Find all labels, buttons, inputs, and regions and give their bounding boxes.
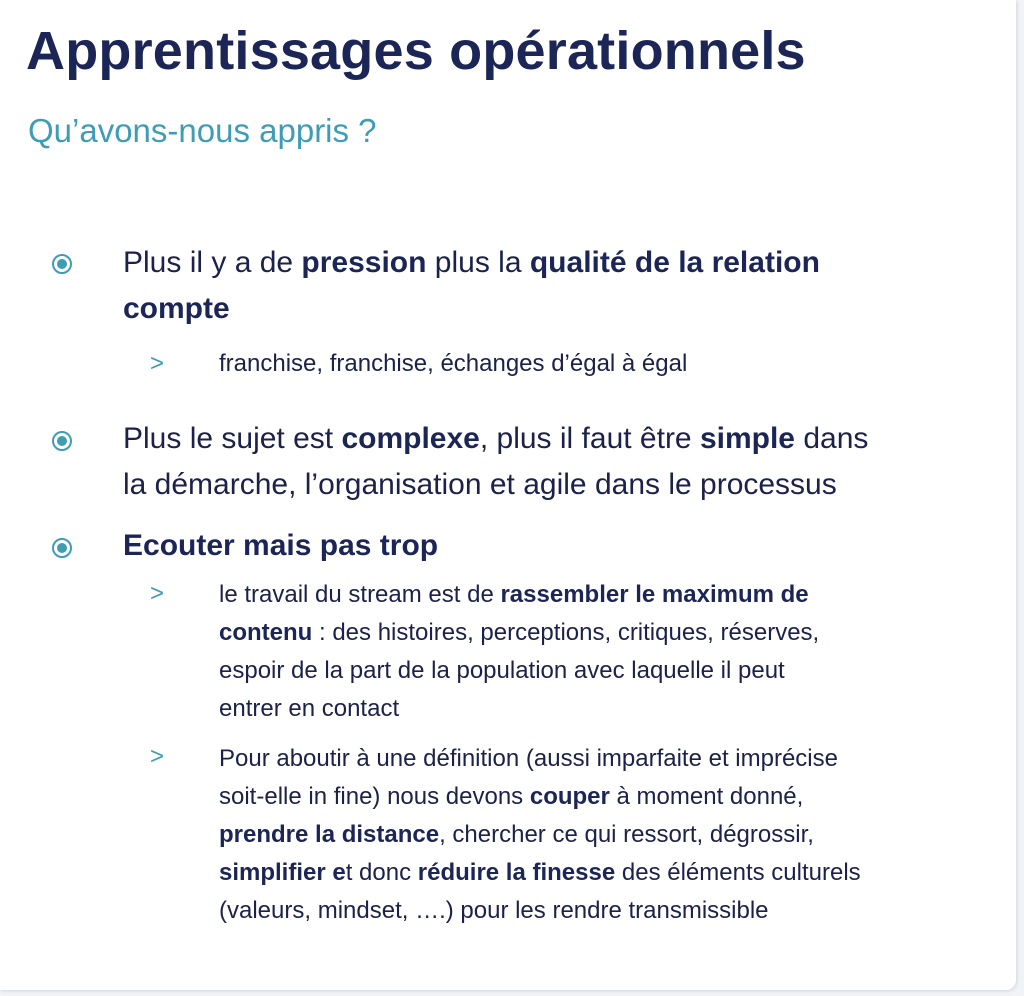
chevron-right-icon: >: [150, 350, 165, 377]
bullet-circle-icon: [52, 538, 72, 558]
slide-subtitle: Qu’avons-nous appris ?: [28, 112, 377, 149]
sub-bullet-text: le travail du stream est de rassembler le maximum de contenu : des histoires, perceptions, critiques, réserves, espoir de la part de la population avec laquelle il peut entrer en contact: [219, 581, 820, 722]
chevron-right-icon: >: [150, 580, 165, 607]
bullet-circle-icon: [52, 254, 72, 274]
bullet-text: Plus le sujet est complexe, plus il faut être simple dans la démarche, l’organisation et agile dans le processus: [123, 422, 869, 501]
bullet-text: Plus il y a de pression plus la qualité de la relation compte: [123, 246, 820, 325]
sub-bullet-text: Pour aboutir à une définition (aussi imparfaite et imprécise soit-elle in fine) nous devons couper à moment donné, prendre la distance, chercher ce qui ressort, dégrossir, simplifier et donc réduire la finesse des éléments culturels (valeurs, mindset, ….) pour les rendre transmissible: [219, 745, 861, 924]
bullet-text: Ecouter mais pas trop: [123, 529, 439, 562]
slide-title: Apprentissages opérationnels: [26, 21, 806, 81]
sub-bullet-text: franchise, franchise, échanges d’égal à égal: [219, 350, 688, 377]
bullet-circle-icon: [52, 431, 72, 451]
chevron-right-icon: >: [150, 743, 165, 770]
